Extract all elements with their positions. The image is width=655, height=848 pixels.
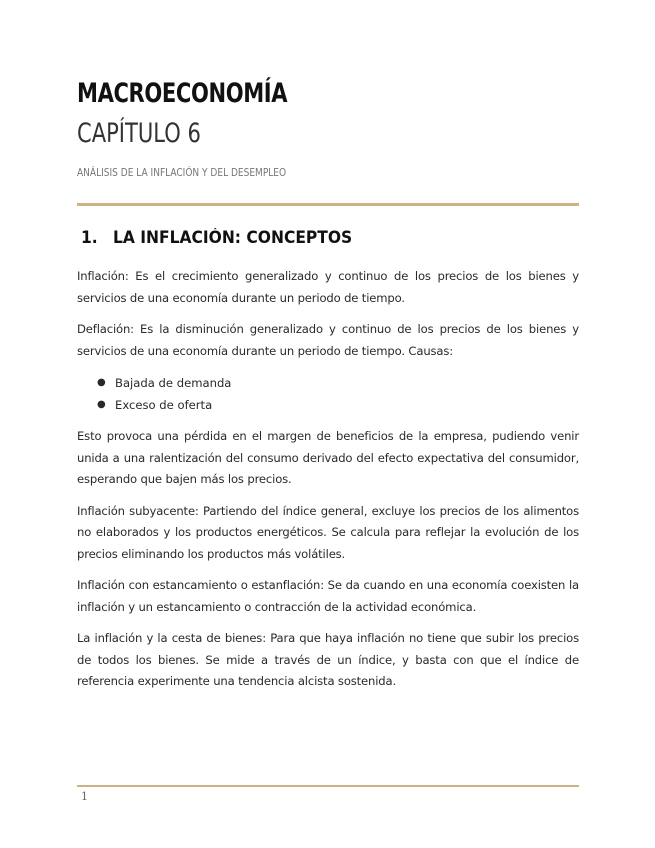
section-number: 1. bbox=[81, 228, 98, 247]
list-item-text: Bajada de demanda bbox=[115, 376, 232, 390]
paragraph-inflacion: Inflación: Es el crecimiento generalizado y continuo de los precios de los bienes y servicios de una economía durante un periodo de tiempo. bbox=[77, 269, 579, 305]
paragraph-inflacion-subyacente: Inflación subyacente: Partiendo del índice general, excluye los precios de los alimentos no elaborados y los productos energéticos. Se calcula para reflejar la evolución de los precios eliminando los productos más volátiles. bbox=[77, 503, 579, 561]
section-heading bbox=[81, 228, 352, 247]
document-title: MACROECONOMÍA bbox=[77, 78, 288, 109]
section-body bbox=[77, 266, 579, 703]
footer-divider bbox=[77, 785, 579, 787]
bullet-icon: ● bbox=[97, 399, 106, 410]
list-item bbox=[77, 372, 579, 394]
section-title: LA INFLACIÓN: CONCEPTOS bbox=[112, 228, 353, 247]
paragraph-estanflacion: Inflación con estancamiento o estanflación: Se da cuando en una economía coexisten la inflación y un estancamiento o contracción de la actividad económica. bbox=[77, 578, 579, 614]
chapter-label: CAPÍTULO 6 bbox=[77, 118, 201, 149]
paragraph-consecuencias: Esto provoca una pérdida en el margen de beneficios de la empresa, pudiendo venir unida a una ralentización del consumo derivado del efecto expectativa del consumidor, esperando que bajen más los precios. bbox=[77, 429, 579, 486]
chapter-subtitle: ANÁLISIS DE LA INFLACIÓN Y DEL DESEMPLEO bbox=[77, 166, 287, 179]
paragraph-deflacion: Deflación: Es la disminución generalizado y continuo de los precios de los bienes y servicios de una economía durante un periodo de tiempo. Causas: bbox=[77, 322, 579, 358]
bullet-icon: ● bbox=[97, 377, 106, 388]
list-item-text: Exceso de oferta bbox=[115, 398, 213, 412]
causes-list bbox=[77, 372, 579, 416]
header-divider bbox=[77, 203, 579, 206]
page-number: 1 bbox=[81, 790, 88, 803]
list-item bbox=[77, 394, 579, 416]
paragraph-cesta-de-bienes: La inflación y la cesta de bienes: Para que haya inflación no tiene que subir los precios de todos los bienes. Se mide a través de un índice, y basta con que el índice de referencia experimente una tendencia alcista sostenida. bbox=[77, 631, 579, 688]
